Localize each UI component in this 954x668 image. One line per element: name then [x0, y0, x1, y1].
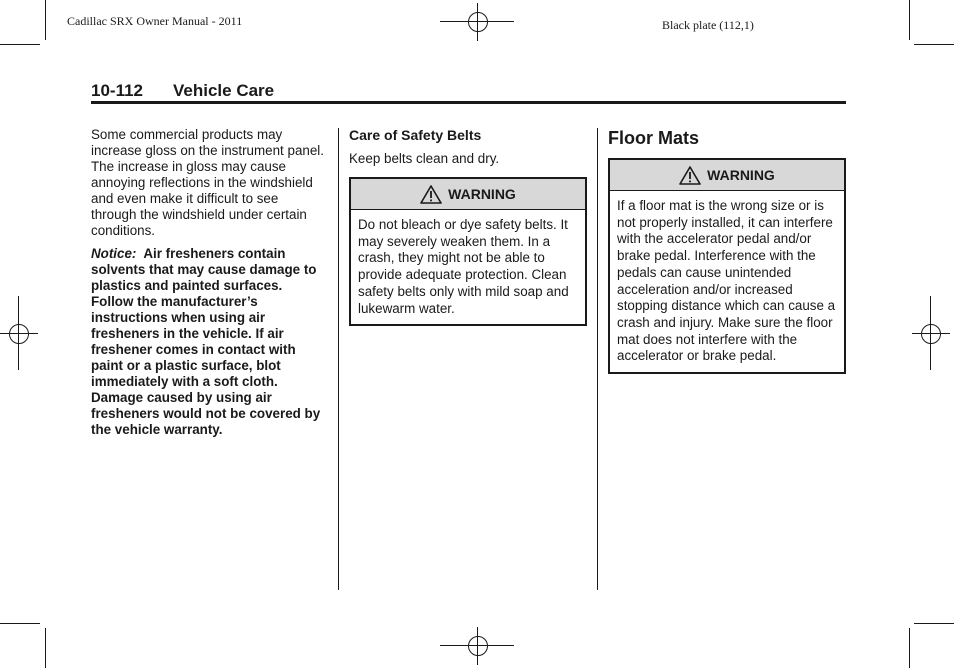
column-3: [608, 127, 846, 374]
section-title: Vehicle Care: [173, 81, 275, 100]
registration-mark-icon: [440, 3, 514, 41]
crop-mark: [914, 623, 954, 624]
warning-header: [610, 160, 844, 191]
slug-left: Cadillac SRX Owner Manual - 2011: [67, 14, 243, 28]
subheading: Care of Safety Belts: [349, 127, 482, 143]
page-number: 10-112: [91, 81, 143, 100]
notice-label: Notice:: [91, 246, 137, 261]
warning-box: [349, 177, 587, 326]
column-divider: [597, 128, 598, 590]
crop-mark: [909, 628, 910, 668]
column-divider: [338, 128, 339, 590]
registration-mark-icon: [440, 627, 514, 665]
paragraph: Keep belts clean and dry.: [349, 151, 500, 166]
warning-triangle-icon: [420, 185, 442, 204]
slug-right: Black plate (112,1): [662, 18, 754, 32]
header-rule: [91, 101, 846, 104]
warning-box: [608, 158, 846, 374]
warning-text: If a floor mat is the wrong size or is not properly installed, it can interfere with the accelerator pedal and/or brake pedal. Interference with the pedals can cause unintended acceleration and/or increased stopping distance which can cause a crash and injury. Make sure the floor mat does not interfere with the accelerator or brake pedal.: [617, 198, 836, 364]
warning-label: WARNING: [448, 186, 516, 202]
registration-mark-icon: [912, 296, 950, 370]
registration-mark-icon: [0, 296, 38, 370]
crop-mark: [0, 623, 40, 624]
section-heading: Floor Mats: [608, 128, 700, 148]
warning-triangle-icon: [679, 166, 701, 185]
column-1: [91, 127, 327, 438]
crop-mark: [909, 0, 910, 40]
paragraph: Some commercial products may increase gloss on the instrument panel. The increase in gloss may cause annoying reflections in the windshield and even make it difficult to see through the windshield under certain conditions.: [91, 127, 324, 238]
notice-text: Air fresheners contain solvents that may cause damage to plastics and painted surfaces. Follow the manufacturer’s instructions when using air fresheners in the vehicle. If air freshener comes in contact with paint or a plastic surface, blot immediately with a soft cloth. Damage caused by using air fresheners would not be covered by the vehicle warranty.: [91, 246, 321, 437]
column-2: [349, 127, 587, 326]
crop-mark: [0, 44, 40, 45]
warning-label: WARNING: [707, 167, 775, 183]
crop-mark: [914, 44, 954, 45]
crop-mark: [45, 628, 46, 668]
warning-header: [351, 179, 585, 210]
notice: [91, 246, 327, 438]
warning-text: Do not bleach or dye safety belts. It may severely weaken them. In a crash, they might not be able to provide adequate protection. Clean safety belts only with mild soap and lukewarm water.: [358, 217, 569, 316]
page-header: [91, 81, 274, 101]
crop-mark: [45, 0, 46, 40]
